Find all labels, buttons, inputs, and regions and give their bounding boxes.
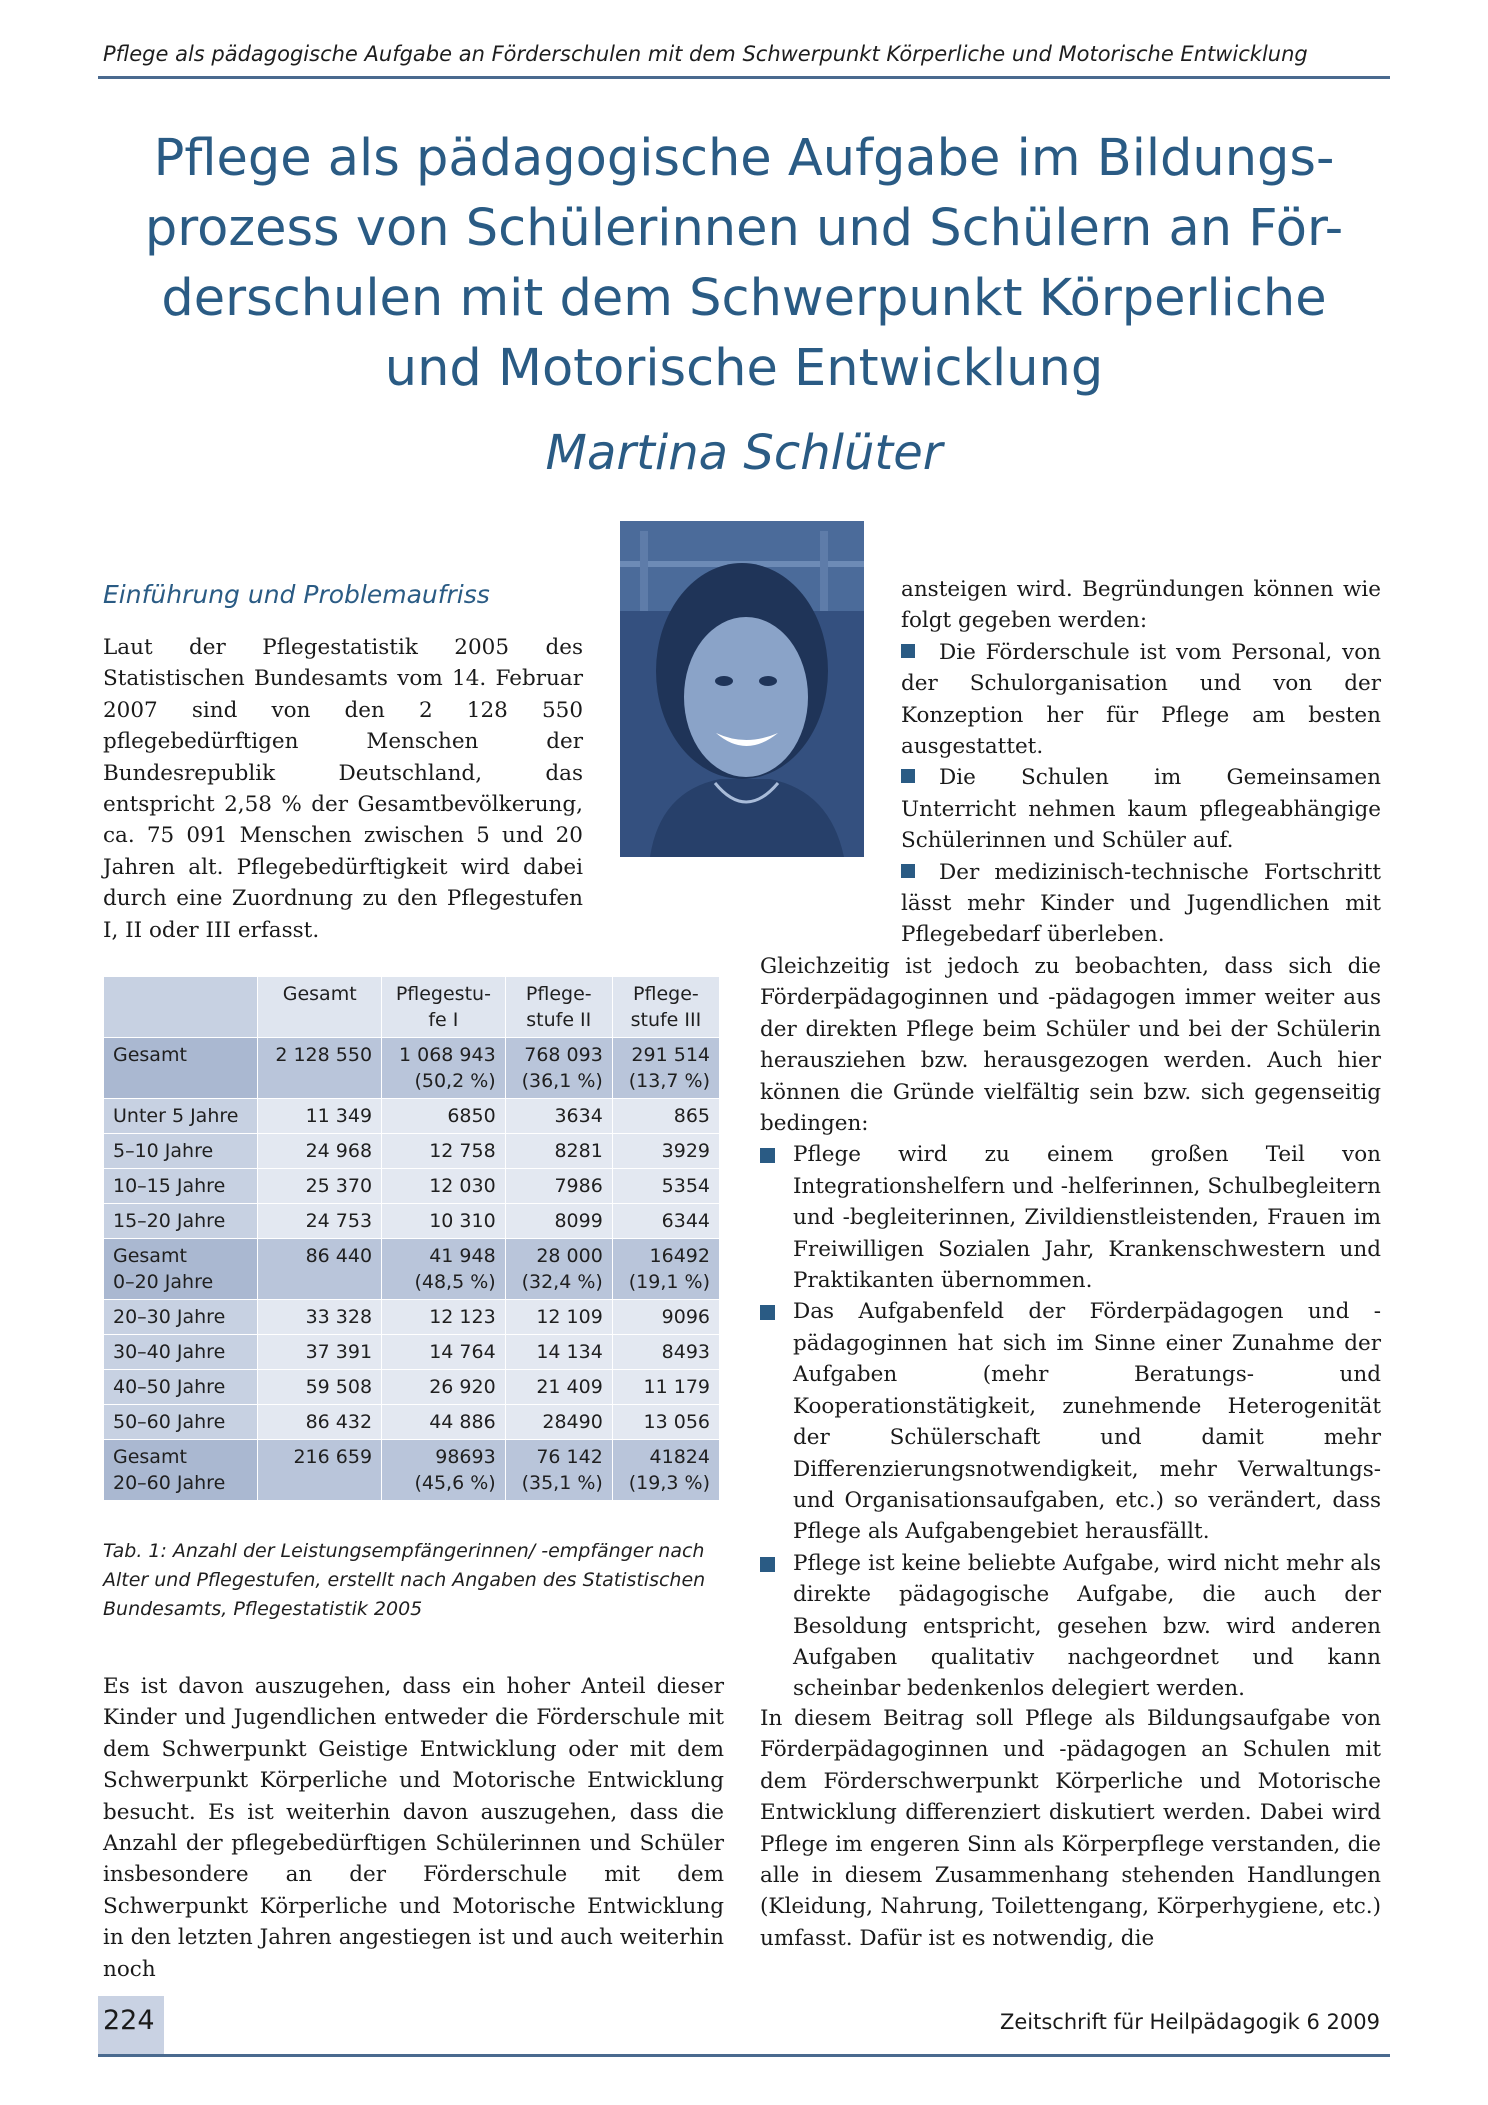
table-cell: 9096 [612,1300,719,1335]
title-line: Pflege als pädagogische Aufgabe im Bildungs- [153,129,1335,188]
table-cell: 865 [612,1099,719,1134]
square-bullet-icon [901,864,915,878]
table-row [104,1239,720,1300]
table-cell: 28490 [505,1405,612,1440]
table-row [104,1134,720,1169]
table-row [104,1169,720,1204]
table-cell: 5354 [612,1169,719,1204]
table-cell: 3634 [505,1099,612,1134]
table-header-cell: Pflegestu- fe I [382,977,506,1038]
footer-rule [98,2054,1390,2057]
table-header-cell: Pflege- stufe II [505,977,612,1038]
list-item: Pflege ist keine beliebte Aufgabe, wird nicht mehr als direkte pädagogische Aufgabe, die auch der Besoldung entspricht, gesehen bzw. wird anderen Aufgaben qualitativ nachgeordnet und kann scheinbar bedenkenlos delegiert werden. [760,1548,1381,1705]
author-photo [620,521,864,857]
table-row-label: 10–15 Jahre [104,1169,258,1204]
table-cell: 12 758 [382,1134,506,1169]
table-cell: 12 030 [382,1169,506,1204]
left-bottom-paragraph: Es ist davon auszugehen, dass ein hoher Anteil dieser Kinder und Jugendlichen entweder die Förderschule mit dem Schwerpunkt Geistige Entwicklung oder mit dem Schwerpunkt Körperliche und Motorische Entwicklung besucht. Es ist weiterhin davon auszugehen, dass die Anzahl der pflegebedürftigen Schülerinnen und Schüler insbesondere an der Förderschule mit dem Schwerpunkt Körperliche und Motorische Entwicklung in den letzten Jahren angestiegen ist und auch weiterhin noch [103,1674,724,1982]
list-item: Das Aufgabenfeld der Förderpädagogen und -pädagoginnen hat sich im Sinne einer Zunahme der Aufgaben (mehr Beratungs- und Kooperationstätigkeit, zunehmende Heterogenität der Schülerschaft und damit mehr Differenzierungsnotwendigkeit, mehr Verwaltungs- und Organisationsaufgaben, etc.) so verändert, dass Pflege als Aufgabengebiet herausfällt. [760,1296,1381,1547]
right-column-top [901,574,1381,951]
table-cell: 8281 [505,1134,612,1169]
table-cell: 2 128 550 [258,1038,382,1099]
title-line: und Motorische Entwicklung [384,339,1104,398]
table-cell: 216 659 [258,1440,382,1501]
journal-info: Zeitschrift für Heilpädagogik 6 2009 [999,2010,1380,2034]
bullet-list [760,1139,1381,1704]
table-cell: 11 179 [612,1370,719,1405]
statistics-table [103,976,720,1501]
table-cell: 21 409 [505,1370,612,1405]
table-cell: 44 886 [382,1405,506,1440]
table-cell: 768 093 (36,1 %) [505,1038,612,1099]
right-column-middle [760,951,1381,1705]
square-bullet-icon [760,1557,775,1572]
square-bullet-icon [760,1305,775,1320]
table-cell: 10 310 [382,1204,506,1239]
square-bullet-icon [760,1148,775,1163]
table-cell: 26 920 [382,1370,506,1405]
table-header-row [104,977,720,1038]
table-cell: 11 349 [258,1099,382,1134]
right-intro-paragraph: ansteigen wird. Begründungen können wie folgt gegeben werden: [901,577,1381,634]
table-row-label: 30–40 Jahre [104,1335,258,1370]
table-row [104,1405,720,1440]
table-row-label: Gesamt [104,1038,258,1099]
table-cell: 8493 [612,1335,719,1370]
table-row [104,1099,720,1134]
table-row [104,1300,720,1335]
title-line: derschulen mit dem Schwerpunkt Körperliche [161,269,1327,328]
table-row [104,1038,720,1099]
running-header: Pflege als pädagogische Aufgabe an Förderschulen mit dem Schwerpunkt Körperliche und Motorische Entwicklung [103,42,1308,66]
list-item: Pflege wird zu einem großen Teil von Integrationshelfern und -helferinnen, Schulbegleitern und -begleiterinnen, Zivildienstleistenden, Frauen im Freiwilligen Sozialen Jahr, Krankenschwestern und Praktikanten übernommen. [760,1139,1381,1296]
table-cell: 1 068 943 (50,2 %) [382,1038,506,1099]
table-cell: 12 123 [382,1300,506,1335]
table-cell: 3929 [612,1134,719,1169]
table-cell: 28 000 (32,4 %) [505,1239,612,1300]
table-cell: 8099 [505,1204,612,1239]
table-cell: 86 440 [258,1239,382,1300]
table-cell: 13 056 [612,1405,719,1440]
table-cell: 24 968 [258,1134,382,1169]
right-bottom-paragraph: In diesem Beitrag soll Pflege als Bildungsaufgabe von Förderpädagoginnen und -pädagogen an Schulen mit dem Förderschwerpunkt Körperliche und Motorische Entwicklung differenziert diskutiert werden. Dabei wird Pflege im engeren Sinn als Körperpflege verstanden, die alle in diesem Zusammenhang stehenden Handlungen (Kleidung, Nahrung, Toilettengang, Körperhygiene, etc.) umfasst. Dafür ist es notwendig, die [760,1706,1381,1951]
table-row-label: 20–30 Jahre [104,1300,258,1335]
right-mid-paragraph: Gleichzeitig ist jedoch zu beobachten, dass sich die Förderpädagoginnen und -pädagogen immer weiter aus der direkten Pflege beim Schüler und bei der Schülerin herausziehen bzw. herausgezogen werden. Auch hier können die Gründe vielfältig sein bzw. sich gegenseitig bedingen: [760,954,1381,1137]
table-row-label: 15–20 Jahre [104,1204,258,1239]
section-heading: Einführung und Problemaufriss [103,580,490,609]
table-cell: 76 142 (35,1 %) [505,1440,612,1501]
table-cell: 14 764 [382,1335,506,1370]
table-caption: Tab. 1: Anzahl der Leistungsempfängerinnen/ -empfänger nach Alter und Pflegestufen, erstellt nach Angaben des Statistischen Bundesamts, Pflegestatistik 2005 [103,1540,706,1620]
table-row-label: 40–50 Jahre [104,1370,258,1405]
list-item: Der medizinisch-technische Fortschritt lässt mehr Kinder und Jugendlichen mit Pflegebedarf überleben. [901,859,1381,948]
table-row [104,1335,720,1370]
table-cell: 98693 (45,6 %) [382,1440,506,1501]
table-cell: 6344 [612,1204,719,1239]
table-cell: 24 753 [258,1204,382,1239]
table-cell: 41824 (19,3 %) [612,1440,719,1501]
table-row [104,1204,720,1239]
square-bullet-icon [901,644,915,658]
page-number: 224 [103,2005,155,2036]
table-row-label: Unter 5 Jahre [104,1099,258,1134]
table-cell: 7986 [505,1169,612,1204]
table-cell: 14 134 [505,1335,612,1370]
portrait-illustration [620,521,864,857]
table-header-cell: Pflege- stufe III [612,977,719,1038]
table-row [104,1370,720,1405]
table-cell: 16492 (19,1 %) [612,1239,719,1300]
table-header-cell [104,977,258,1038]
table-cell: 37 391 [258,1335,382,1370]
list-item: Die Schulen im Gemeinsamen Unterricht nehmen kaum pflegeabhängige Schülerinnen und Schüler auf. [901,765,1381,854]
table-cell: 41 948 (48,5 %) [382,1239,506,1300]
table-row-label: Gesamt 0–20 Jahre [104,1239,258,1300]
square-bullet-icon [901,769,915,783]
table-header-cell: Gesamt [258,977,382,1038]
article-title [98,124,1390,404]
list-item: Die Förderschule ist vom Personal, von der Schulorganisation und von der Konzeption her für Pflege am besten ausgestattet. [901,639,1381,760]
table-row-label: 5–10 Jahre [104,1134,258,1169]
table-cell: 86 432 [258,1405,382,1440]
table-row [104,1440,720,1501]
table-row-label: 50–60 Jahre [104,1405,258,1440]
table-cell: 291 514 (13,7 %) [612,1038,719,1099]
table-cell: 6850 [382,1099,506,1134]
table-cell: 12 109 [505,1300,612,1335]
table-cell: 33 328 [258,1300,382,1335]
header-rule [98,76,1390,79]
intro-paragraph: Laut der Pflegestatistik 2005 des Statistischen Bundesamts vom 14. Februar 2007 sind von den 2 128 550 pflegebedürftigen Menschen der Bundesrepublik Deutschland, das entspricht 2,58 % der Gesamtbevölkerung, ca. 75 091 Menschen zwischen 5 und 20 Jahren alt. Pflegebedürftigkeit wird dabei durch eine Zuordnung zu den Pflegestufen I, II oder III erfasst. [103,635,583,943]
title-line: prozess von Schülerinnen und Schülern an För- [144,199,1344,258]
table-cell: 25 370 [258,1169,382,1204]
table-cell: 59 508 [258,1370,382,1405]
author-name: Martina Schlüter [545,425,943,481]
table-row-label: Gesamt 20–60 Jahre [104,1440,258,1501]
